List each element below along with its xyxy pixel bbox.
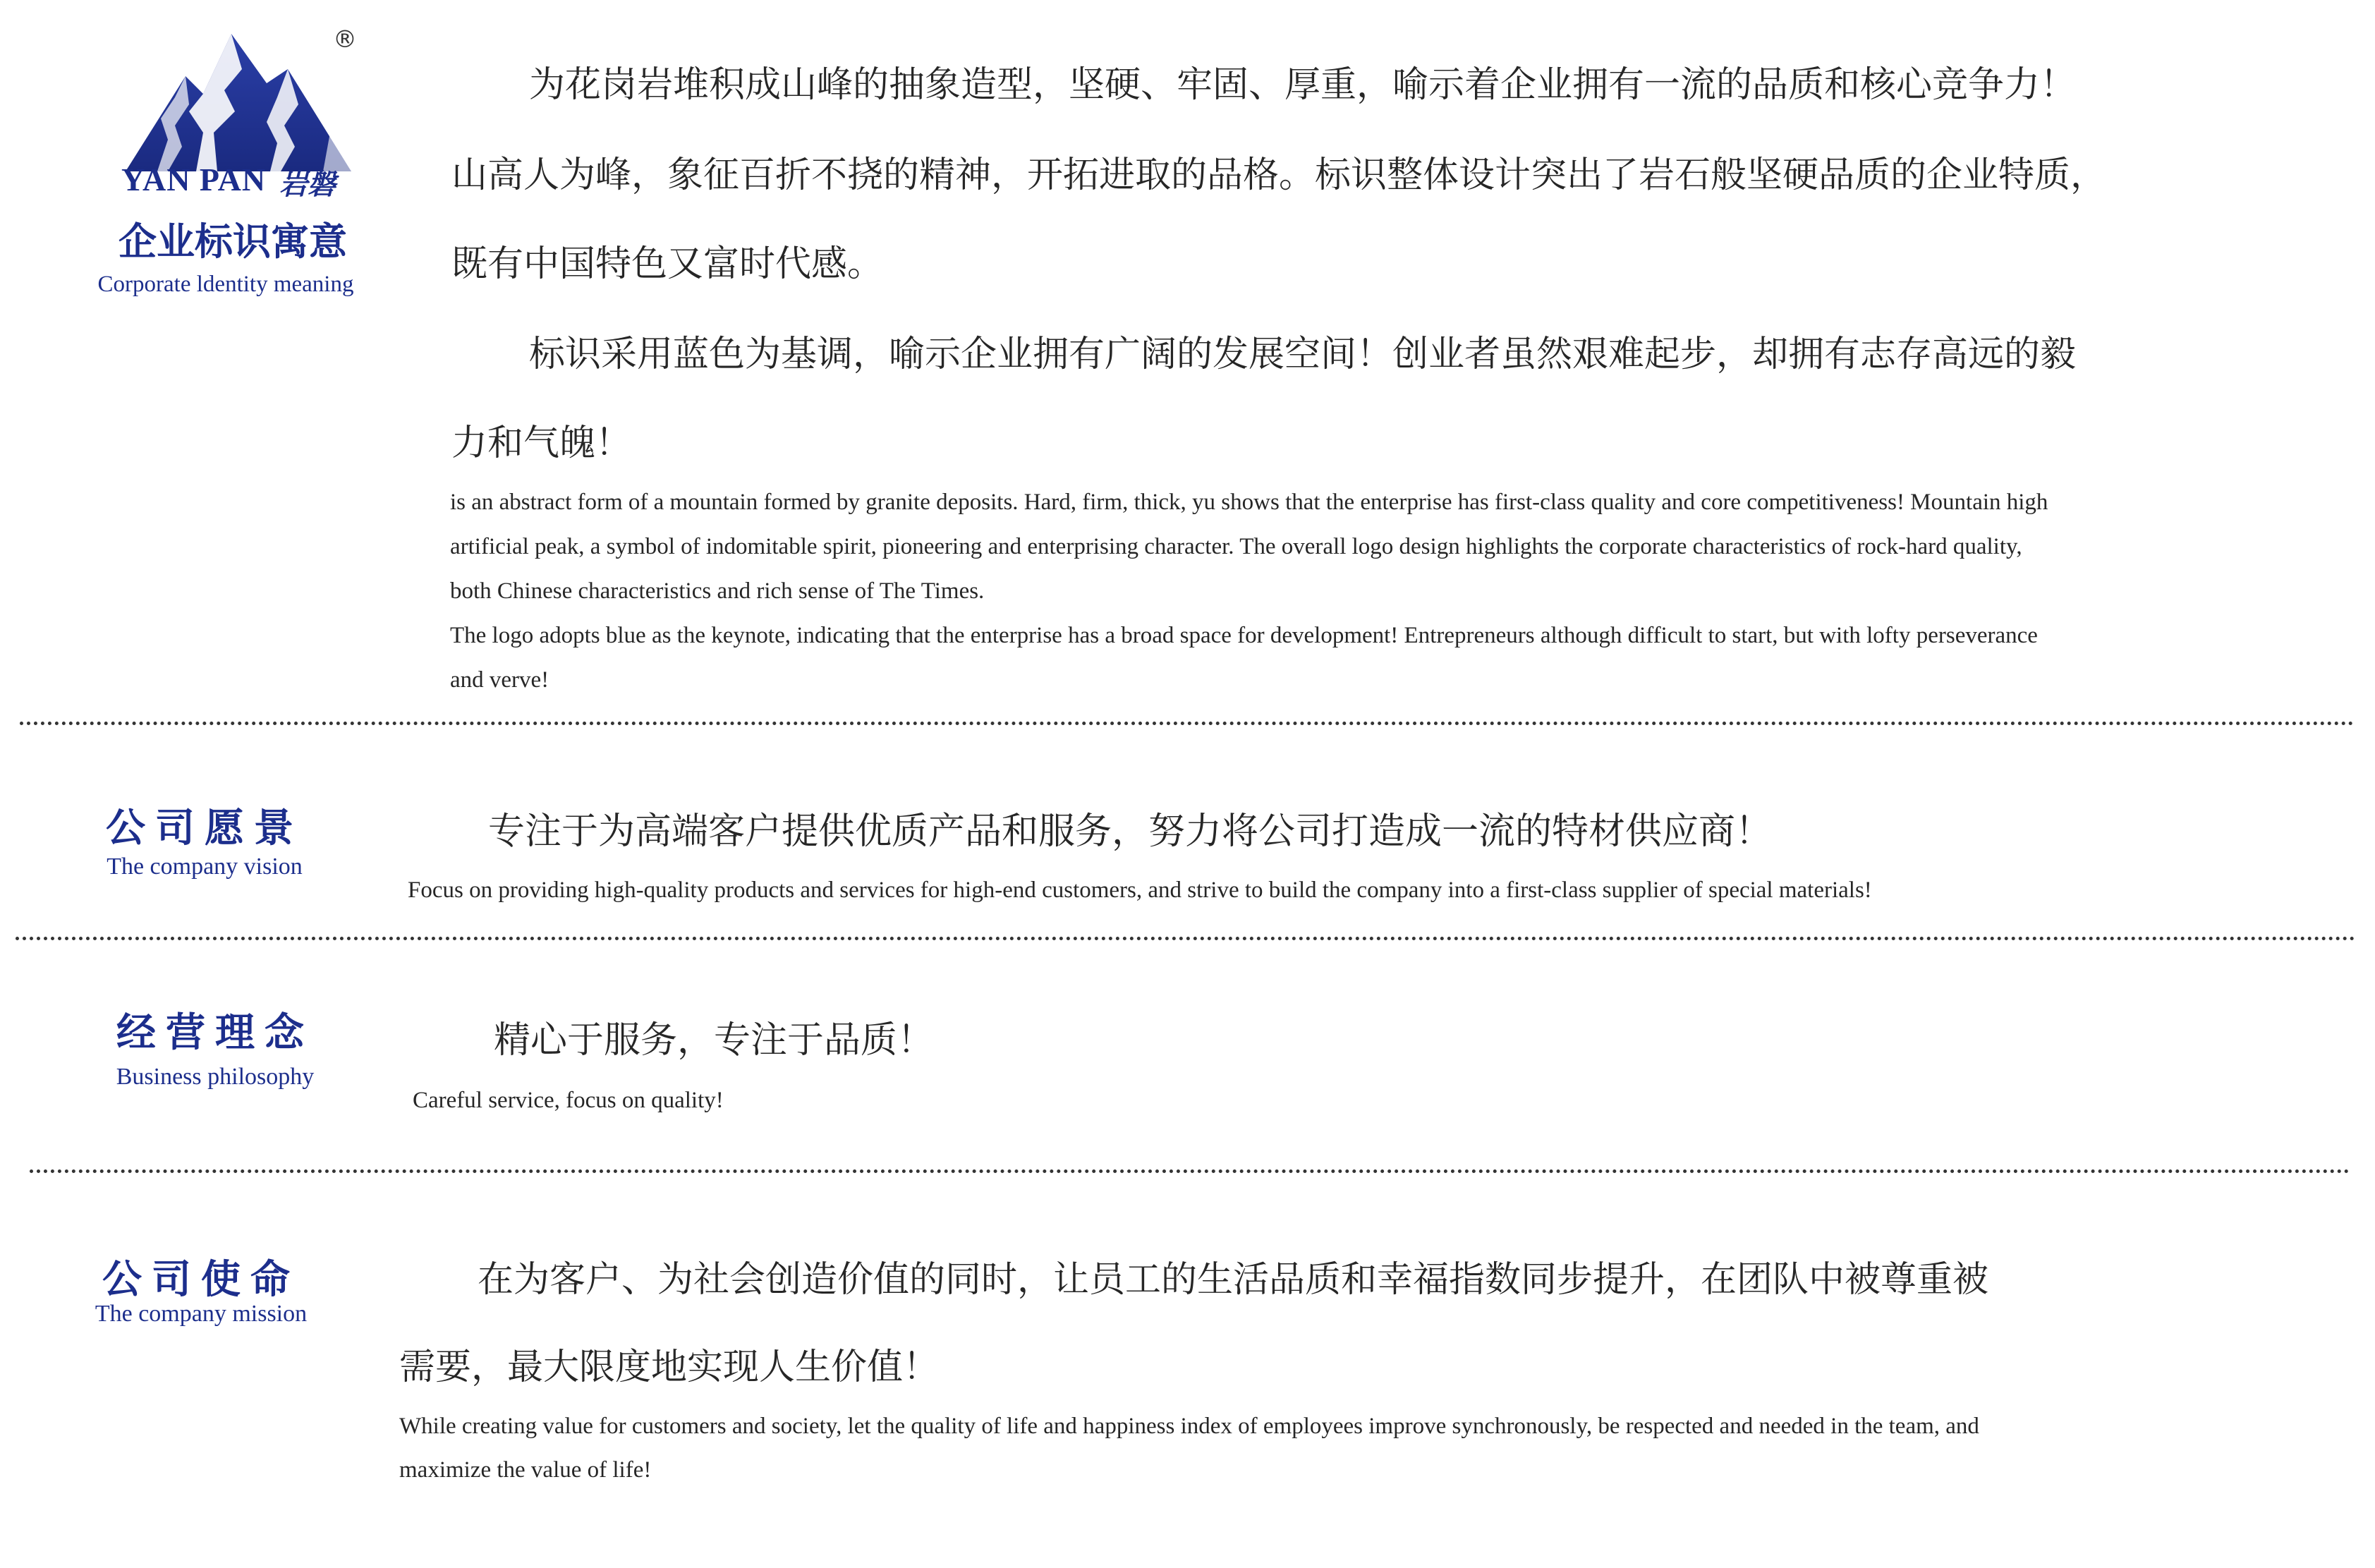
identity-en-line-2: artificial peak, a symbol of indomitable spirit, pioneering and enterprising character. The overall logo design highlights the corporate characteristics of rock-hard quality, [450,534,2022,559]
mission-zh-line-1: 在为客户、为社会创造价值的同时，让员工的生活品质和幸福指数同步提升，在团队中被尊重被 [478,1259,1989,1301]
identity-zh-line-5: 力和气魄！ [451,423,632,464]
mission-zh-line-2: 需要，最大限度地实现人生价值！ [399,1347,940,1388]
identity-en-line-4: The logo adopts blue as the keynote, indicating that the enterprise has a broad space for development! Entrepreneurs although difficult to start, but with lofty perseverance [450,623,2038,648]
identity-zh-line-3: 既有中国特色又富时代感。 [451,243,884,285]
mission-title-zh: 公司使命 [102,1256,300,1303]
philosophy-title-zh: 经营理念 [116,1009,314,1056]
logo [113,21,367,205]
philosophy-en-line-1: Careful service, focus on quality! [413,1088,724,1113]
brand-name-en: YAN PAN [121,162,267,197]
brand-name-zh: 岩磐 [279,168,336,201]
vision-title-en: The company vision [107,853,303,880]
identity-title-en: Corporate ldentity meaning [97,272,354,297]
vision-zh-line-1: 专注于为高端客户提供优质产品和服务，努力将公司打造成一流的特材供应商！ [488,810,1773,853]
identity-en-line-3: both Chinese characteristics and rich sense of The Times. [450,578,985,604]
mission-en-line-2: maximize the value of life! [399,1457,652,1483]
divider-1 [20,722,2355,725]
mission-en-line-1: While creating value for customers and society, let the quality of life and happiness index of employees improve synchronously, be respected and needed in the team, and [399,1414,1979,1439]
divider-2 [16,937,2356,940]
mission-title-en: The company mission [95,1301,308,1327]
philosophy-zh-line-1: 精心于服务，专注于品质！ [494,1019,935,1062]
vision-en-line-1: Focus on providing high-quality products and services for high-end customers, and strive to build the company into a first-class supplier of special materials! [408,877,1872,903]
mountain-logo-icon [119,27,358,175]
identity-zh-line-4: 标识采用蓝色为基调，喻示企业拥有广阔的发展空间！创业者虽然艰难起步，却拥有志存高远的毅 [529,334,2077,375]
registered-mark: ® [333,25,357,54]
identity-title-zh: 企业标识寓意 [119,219,347,264]
vision-title-zh: 公司愿景 [106,805,303,851]
philosophy-title-en: Business philosophy [116,1064,315,1090]
identity-zh-line-2: 山高人为峰，象征百折不挠的精神，开拓进取的品格。标识整体设计突出了岩石般坚硬品质的企业特质， [451,154,2107,196]
identity-zh-line-1: 为花岗岩堆积成山峰的抽象造型，坚硬、牢固、厚重，喻示着企业拥有一流的品质和核心竞争力！ [529,64,2077,106]
identity-en-line-1: is an abstract form of a mountain formed by granite deposits. Hard, firm, thick, yu shows that the enterprise has first-class quality and core competitiveness! Mountain high [450,490,2048,515]
divider-3 [30,1169,2350,1173]
identity-en-line-5: and verve! [450,667,549,693]
